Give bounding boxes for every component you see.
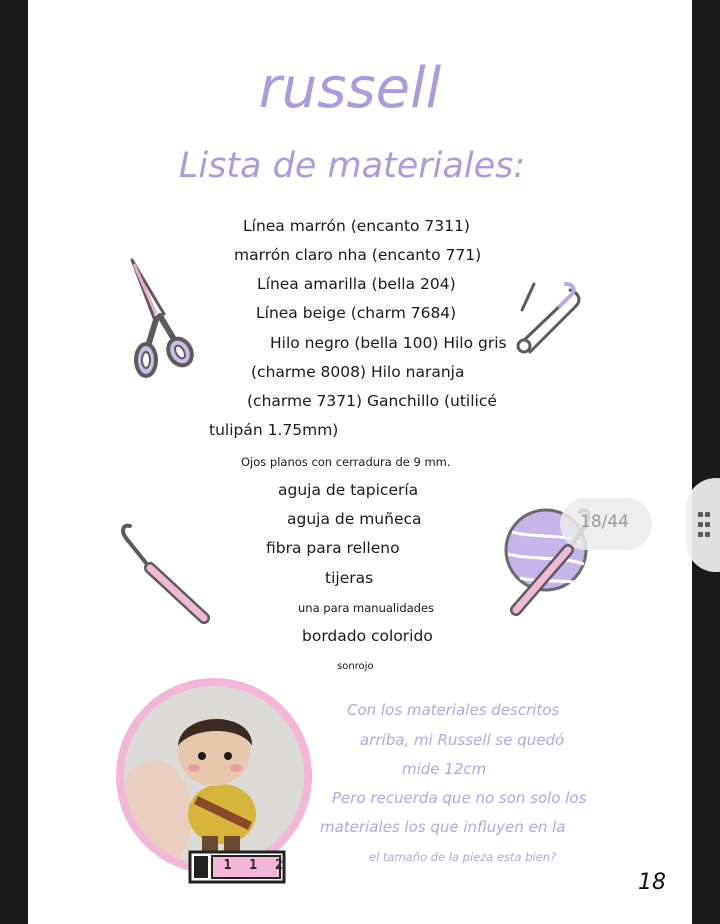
material-line-1: Línea marrón (encanto 7311) — [243, 217, 470, 235]
note-line-5: materiales los que influyen en la — [320, 818, 566, 836]
material-line-9: Ojos planos con cerradura de 9 mm. — [241, 455, 451, 469]
material-line-10: aguja de tapicería — [278, 481, 419, 499]
document-page — [28, 0, 692, 924]
product-photo — [114, 676, 314, 876]
note-line-6: el tamaño de la pieza esta bien? — [369, 850, 557, 864]
safety-pin-icon — [514, 280, 586, 358]
note-line-3: mide 12cm — [402, 760, 487, 778]
scissors-icon — [126, 254, 196, 380]
note-line-2: arriba, mi Russell se quedó — [360, 731, 565, 749]
material-line-3: Línea amarilla (bella 204) — [257, 275, 456, 293]
drag-handle-icon — [698, 512, 710, 540]
note-line-4: Pero recuerda que no son solo los — [332, 789, 587, 807]
material-line-12: fibra para relleno — [266, 539, 400, 557]
ruler-label: 0 1 1 2 — [198, 858, 288, 873]
page-number: 18 — [638, 870, 666, 895]
page-indicator — [560, 498, 652, 550]
material-line-14: una para manualidades — [298, 601, 435, 615]
material-line-15: bordado colorido — [302, 627, 433, 645]
material-line-6: (charme 8008) Hilo naranja — [251, 363, 465, 381]
material-line-7: (charme 7371) Ganchillo (utilicé — [247, 392, 497, 410]
material-line-4: Línea beige (charm 7684) — [256, 304, 457, 322]
material-line-5: Hilo negro (bella 100) Hilo gris — [270, 334, 507, 352]
material-line-2: marrón claro nha (encanto 771) — [234, 246, 482, 264]
note-line-1: Con los materiales descritos — [347, 701, 560, 719]
scroll-handle[interactable] — [686, 478, 720, 572]
material-line-8: tulipán 1.75mm) — [209, 421, 339, 439]
materials-heading: Lista de materiales: — [178, 146, 526, 186]
document-title: russell — [258, 56, 442, 121]
material-line-16: sonrojo — [337, 661, 374, 672]
page-indicator-text: 18/44 — [580, 512, 629, 532]
material-line-11: aguja de muñeca — [287, 510, 422, 528]
crochet-hook-icon — [116, 522, 216, 626]
material-line-13: tijeras — [325, 569, 374, 587]
